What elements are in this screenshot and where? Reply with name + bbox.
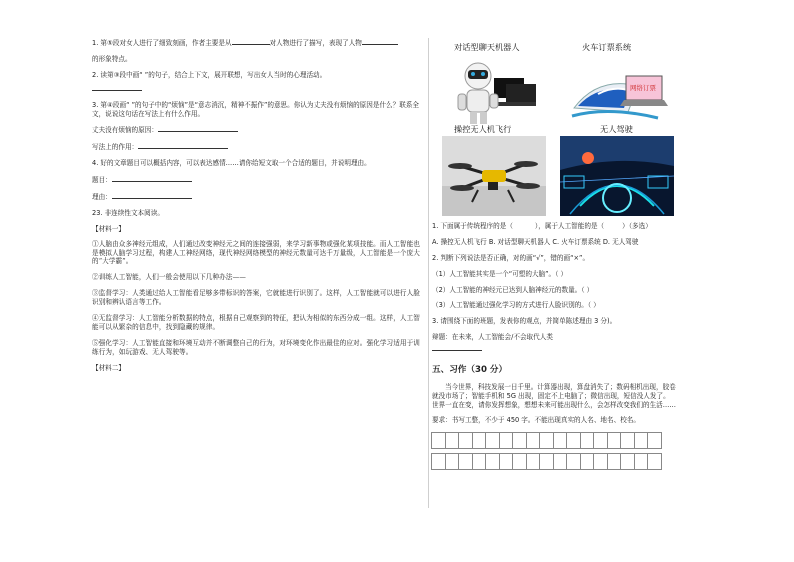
essay-writing-grid[interactable] — [432, 432, 676, 470]
essay-grid-cell[interactable] — [566, 453, 580, 470]
q4-reason-label: 理由： — [92, 193, 112, 202]
q3-effect — [92, 142, 422, 152]
material-1-para-5: ⑤强化学习：人工智能直接和环境互动并不断调整自己的行为，对环境变化作出最佳的应对。强化学习适用于训练行为，如玩游戏、无人驾驶等。 — [92, 338, 420, 356]
essay-grid-cell[interactable] — [580, 432, 594, 449]
essay-grid-row — [432, 432, 676, 449]
material-1-title: 【材料一】 — [92, 224, 125, 233]
laptop-screen-text: 网络订票 — [630, 84, 656, 92]
essay-grid-cell[interactable] — [647, 453, 661, 470]
essay-grid-cell[interactable] — [553, 432, 567, 449]
essay-grid-cell[interactable] — [485, 453, 499, 470]
material-2-title: 【材料二】 — [92, 363, 125, 372]
caption-driverless: 无人驾驶 — [600, 124, 633, 134]
train-image — [568, 56, 668, 128]
essay-grid-cell[interactable] — [445, 453, 459, 470]
right-q3-topic: 辩题：在未来，人工智能会/不会取代人类 — [432, 333, 553, 342]
essay-grid-cell[interactable] — [607, 453, 621, 470]
q4-reason — [92, 192, 422, 202]
essay-grid-cell[interactable] — [566, 432, 580, 449]
left-column — [92, 38, 422, 378]
essay-grid-cell[interactable] — [472, 453, 486, 470]
essay-grid-cell[interactable] — [431, 453, 445, 470]
right-q3-answer-line[interactable] — [432, 350, 482, 351]
essay-grid-cell[interactable] — [499, 453, 513, 470]
essay-grid-cell[interactable] — [593, 453, 607, 470]
essay-grid-cell[interactable] — [431, 432, 445, 449]
material-1-para-4: ④无监督学习：人工智能分析数据的特点，根据自己观察到的特征，把认为相似的东西分成一组。这样，人工智能可以从繁杂的信息中，找到隐藏的规律。 — [92, 314, 420, 331]
essay-grid-cell[interactable] — [647, 432, 661, 449]
q3-effect-blank[interactable] — [138, 142, 228, 149]
essay-grid-cell[interactable] — [553, 453, 567, 470]
r-q1-text-b: ），属于人工智能的是（ — [534, 222, 605, 230]
essay-grid-cell[interactable] — [512, 432, 526, 449]
material-1-para-1: ①人脑由众多神经元组成，人们通过改变神经元之间的连接强弱，来学习新事物或强化某项技能。而人工智能也是模拟人脑学习过程，构建人工神经网络，现代神经网络模型的神经元数量可达千万量级，人工智能是一个庞大的“大学霸”。 — [92, 239, 420, 266]
essay-prompt: 当今世界，科技发展一日千里。计算器出现，算盘消失了；数码相机出现，胶卷就没市场了；智能手机和 5G 出现，固定不上电脑了；微信出现，短信没人发了。世界一直在变，请你发挥想象，想想未来可能出现什么，会怎样改变我们的生活…… — [432, 382, 676, 409]
q3-effect-label: 写法上的作用： — [92, 143, 139, 152]
essay-grid-cell[interactable] — [499, 432, 513, 449]
essay-grid-cell[interactable] — [539, 432, 553, 449]
essay-grid-cell[interactable] — [458, 432, 472, 449]
material-1-para-2: ②训练人工智能，人们一般会使用以下几种办法—— — [92, 273, 246, 282]
column-divider — [428, 38, 429, 508]
q1-tail: 的形象特点。 — [92, 54, 132, 63]
essay-grid-cell[interactable] — [526, 453, 540, 470]
right-q1-options: A. 操控无人机飞行 B. 对话型聊天机器人 C. 火车订票系统 D. 无人驾驶 — [432, 237, 639, 246]
essay-grid-row — [432, 453, 676, 470]
material-1-para-3: ③监督学习：人类通过给人工智能看足够多带标识的答案，它就能进行识别了。这样，人工智能就可以进行人脸识别和辨认语言等工作。 — [92, 289, 420, 307]
right-q2-item-2[interactable]: （2）人工智能的神经元已达到人脑神经元的数量。（ ） — [432, 285, 594, 294]
essay-grid-cell[interactable] — [634, 432, 648, 449]
right-q2-item-1[interactable]: （1）人工智能其实是一个“可塑的大脑”。（ ） — [432, 269, 568, 278]
q4-title-blank[interactable] — [112, 175, 192, 182]
question-3: 3. 第④段画“ ”的句子中的“烦恼”是“意志消沉，精神不振作”的意思。你认为丈夫没有烦恼的原因是什么？联系全文，说说这句话在写法上有什么作用。 — [92, 100, 420, 118]
q3-reason-label: 丈夫没有烦恼的原因： — [92, 126, 158, 135]
q1-text-b: 对人物进行了描写，表现了人物 — [269, 39, 362, 47]
q1-blank-1[interactable] — [232, 38, 270, 45]
robot-image — [444, 56, 540, 128]
q4-title — [92, 175, 422, 185]
q1-blank-2[interactable] — [362, 38, 398, 45]
essay-grid-cell[interactable] — [539, 453, 553, 470]
essay-grid-cell[interactable] — [472, 432, 486, 449]
question-23: 23. 非连续性文本阅读。 — [92, 208, 164, 217]
q4-reason-blank[interactable] — [112, 192, 192, 199]
r-q1-text-c: ）（多选） — [622, 222, 652, 230]
question-4: 4. 好的文章题目可以概括内容，可以表达感情……请你给短文取一个合适的题目，并说明理由。 — [92, 159, 371, 168]
caption-drone: 操控无人机飞行 — [454, 124, 512, 134]
right-question-2: 2. 判断下列说法是否正确，对的画“√”，错的画“×”。 — [432, 253, 590, 262]
ai-image-grid — [432, 38, 676, 218]
essay-grid-cell[interactable] — [620, 453, 634, 470]
essay-grid-cell[interactable] — [620, 432, 634, 449]
right-column — [432, 38, 676, 470]
essay-grid-cell[interactable] — [512, 453, 526, 470]
essay-grid-cell[interactable] — [445, 432, 459, 449]
caption-train-ticket: 火车订票系统 — [582, 42, 632, 52]
drone-image — [442, 136, 546, 216]
q1-text-a: 1. 第⑤段对女人进行了细致刻画，作者主要是从 — [92, 39, 232, 47]
r-q1-text-a: 1. 下面属于传统程序的是（ — [432, 222, 513, 230]
question-1 — [92, 38, 422, 48]
q3-reason — [92, 125, 422, 135]
essay-grid-cell[interactable] — [593, 432, 607, 449]
caption-chat-robot: 对话型聊天机器人 — [454, 42, 520, 52]
essay-grid-cell[interactable] — [458, 453, 472, 470]
section-5-title: 五、习作（30 分） — [432, 365, 508, 376]
q2-answer-line[interactable] — [92, 90, 142, 91]
right-question-1 — [432, 222, 676, 231]
essay-grid-cell[interactable] — [607, 432, 621, 449]
essay-grid-cell[interactable] — [580, 453, 594, 470]
question-2: 2. 读第③段中画“ ”的句子，结合上下文，展开联想，写出女人当时的心理活动。 — [92, 70, 327, 79]
right-question-3: 3. 请围绕下面的班题，发表你的观点，并简单陈述理由 3 分)。 — [432, 317, 617, 326]
q3-reason-blank[interactable] — [158, 125, 238, 132]
essay-grid-cell[interactable] — [634, 453, 648, 470]
right-q2-item-3[interactable]: （3）人工智能通过强化学习的方式进行人脸识别的。（ ） — [432, 301, 600, 310]
driverless-image — [560, 136, 674, 216]
q4-title-label: 题目： — [92, 176, 112, 185]
essay-requirement: 要求：书写工整，不少于 450 字。不能出现真实的人名、地名、校名。 — [432, 416, 640, 425]
essay-grid-cell[interactable] — [526, 432, 540, 449]
essay-grid-cell[interactable] — [485, 432, 499, 449]
